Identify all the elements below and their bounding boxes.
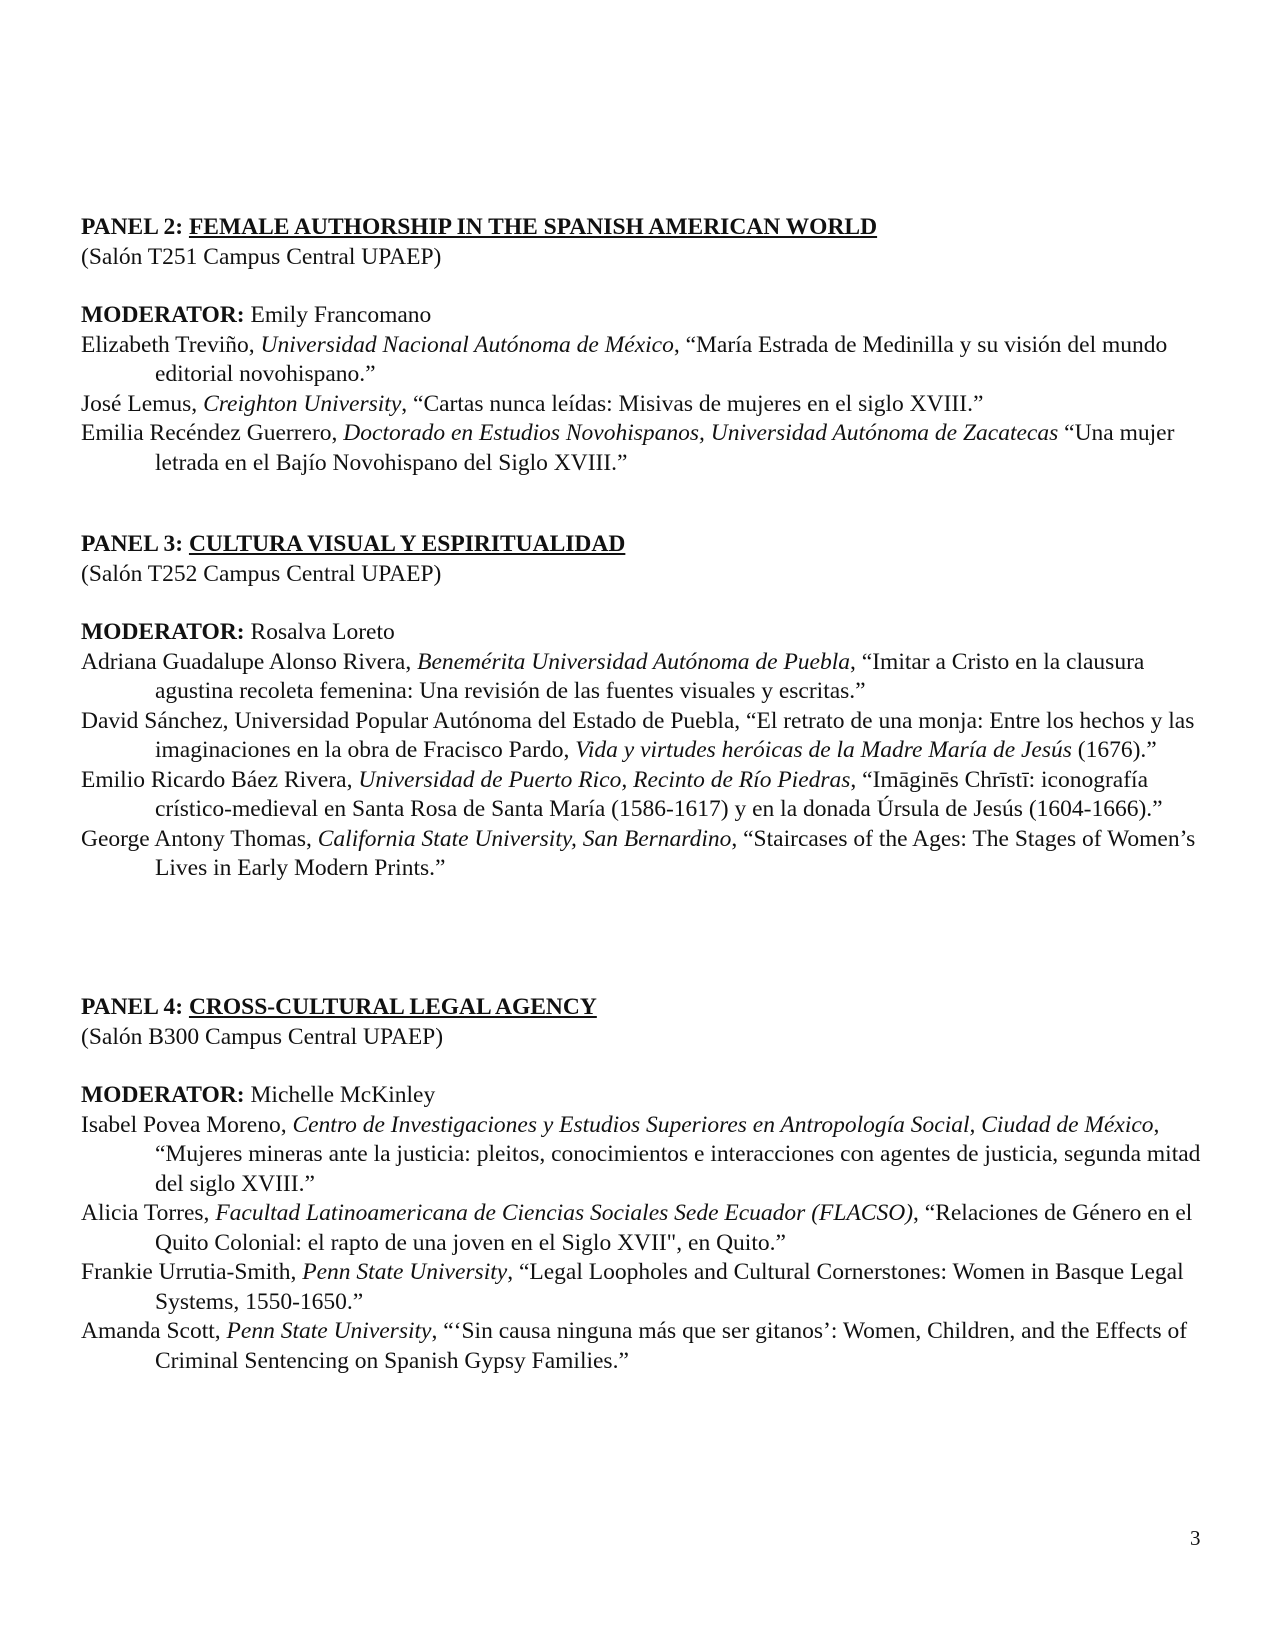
presenter: Amanda Scott,: [81, 1318, 227, 1344]
institution: Universidad Nacional Autónoma de México: [260, 331, 674, 358]
panel-title: FEMALE AUTHORSHIP IN THE SPANISH AMERICAN WORLD: [188, 214, 878, 240]
presentation-entry: [81, 766, 1211, 825]
institution: Centro de Investigaciones y Estudios Superiores en Antropología Social, Ciudad de México: [292, 1111, 1154, 1138]
presentation-entry: [81, 825, 1211, 884]
panel-label: PANEL 4:: [81, 994, 189, 1020]
panel-room: (Salón B300 Campus Central UPAEP): [81, 1023, 444, 1050]
moderator-line: [81, 618, 1211, 648]
paper-title: , “Legal Loopholes and Cultural Cornerstones: Women in Basque Legal Systems, 1550-1650.”: [155, 1259, 1184, 1315]
presenter: Frankie Urrutia-Smith,: [81, 1259, 303, 1285]
presenter: Isabel Povea Moreno,: [81, 1111, 293, 1138]
moderator-name: Emily Francomano: [244, 302, 432, 328]
panel-3: [81, 530, 1211, 884]
moderator-label: MODERATOR:: [81, 1082, 245, 1108]
paper-title: , “Imitar a Cristo en la clausura agustina recoleta femenina: Una revisión de las fuentes visuales y escritas.”: [155, 648, 1145, 704]
panel-label: PANEL 3:: [81, 531, 189, 557]
moderator-name: Rosalva Loreto: [244, 619, 395, 645]
presenter: Elizabeth Treviño,: [81, 331, 261, 358]
presenter: José Lemus,: [81, 390, 204, 417]
panel-title: CROSS-CULTURAL LEGAL AGENCY: [188, 994, 597, 1020]
presentation-entry: [81, 1199, 1211, 1258]
panel-heading: [81, 530, 1211, 560]
institution: California State University, San Bernardino: [317, 825, 732, 852]
institution: Penn State University: [302, 1259, 508, 1285]
presentation-entry: [81, 1111, 1211, 1200]
paper-title: , “Staircases of the Ages: The Stages of Women’s Lives in Early Modern Prints.”: [155, 825, 1196, 881]
moderator-label: MODERATOR:: [81, 619, 245, 645]
moderator-label: MODERATOR:: [81, 302, 245, 328]
moderator-name: Michelle McKinley: [244, 1082, 436, 1108]
presentation-entry: [81, 1317, 1211, 1376]
panel-4: [81, 993, 1211, 1376]
panel-title: CULTURA VISUAL Y ESPIRITUALIDAD: [188, 531, 626, 557]
presentation-entry: [81, 648, 1211, 707]
institution: Universidad de Puerto Rico, Recinto de Río Piedras: [358, 766, 851, 793]
paper-title: , “Mujeres mineras ante la justicia: pleitos, conocimientos e interacciones con agentes de justicia, segunda mitad del siglo XVIII.”: [155, 1111, 1201, 1197]
presenter: Adriana Guadalupe Alonso Rivera,: [81, 648, 418, 675]
paper-title: , “Cartas nunca leídas: Misivas de mujeres en el siglo XVIII.”: [401, 390, 984, 417]
panel-heading: [81, 213, 1211, 243]
presenter: Emilia Recéndez Guerrero,: [81, 420, 344, 446]
panel-heading: [81, 993, 1211, 1023]
presentation-entry: [81, 419, 1211, 478]
panel-room: (Salón T252 Campus Central UPAEP): [81, 560, 442, 587]
presenter: David Sánchez, Universidad Popular Autónoma del Estado de Puebla, “El retrato de una monja: Entre los hechos y las imaginaciones en la obra de Fracisco Pardo,: [81, 707, 1195, 763]
presenter: Emilio Ricardo Báez Rivera,: [81, 766, 359, 793]
presentation-entry: [81, 707, 1211, 766]
presenter: George Antony Thomas,: [81, 825, 318, 852]
paper-title: , “María Estrada de Medinilla y su visión del mundo editorial novohispano.”: [155, 331, 1168, 387]
moderator-line: [81, 301, 1211, 331]
book-title: Vida y virtudes heróicas de la Madre María de Jesús: [575, 737, 1072, 763]
panel-2: [81, 213, 1211, 478]
institution: Doctorado en Estudios Novohispanos, Universidad Autónoma de Zacatecas: [343, 420, 1059, 446]
institution: Creighton University: [203, 390, 402, 417]
paper-title: (1676).”: [1071, 737, 1157, 763]
institution: Benemérita Universidad Autónoma de Puebla: [417, 648, 851, 675]
paper-title: , “Imāginēs Chrīstī: iconografía crístico-medieval en Santa Rosa de Santa María (1586-1617) y en la donada Úrsula de Jesús (1604-1666).”: [155, 766, 1163, 822]
paper-title: , “‘Sin causa ninguna más que ser gitanos’: Women, Children, and the Effects of Criminal Sentencing on Spanish Gypsy Families.”: [155, 1318, 1188, 1374]
presentation-entry: [81, 1258, 1211, 1317]
paper-title: , “Relaciones de Género en el Quito Colonial: el rapto de una joven en el Siglo XVII", en Quito.”: [155, 1200, 1193, 1256]
paper-title: “Una mujer letrada en el Bajío Novohispano del Siglo XVIII.”: [155, 420, 1175, 476]
institution: Penn State University: [226, 1318, 432, 1344]
panel-room: (Salón T251 Campus Central UPAEP): [81, 243, 442, 270]
page-number: 3: [1190, 1526, 1201, 1550]
panel-label: PANEL 2:: [81, 214, 189, 240]
moderator-line: [81, 1081, 1211, 1111]
presenter: Alicia Torres,: [81, 1200, 216, 1226]
presentation-entry: [81, 390, 1211, 420]
institution: Facultad Latinoamericana de Ciencias Sociales Sede Ecuador (FLACSO): [215, 1200, 914, 1226]
presentation-entry: [81, 331, 1211, 390]
